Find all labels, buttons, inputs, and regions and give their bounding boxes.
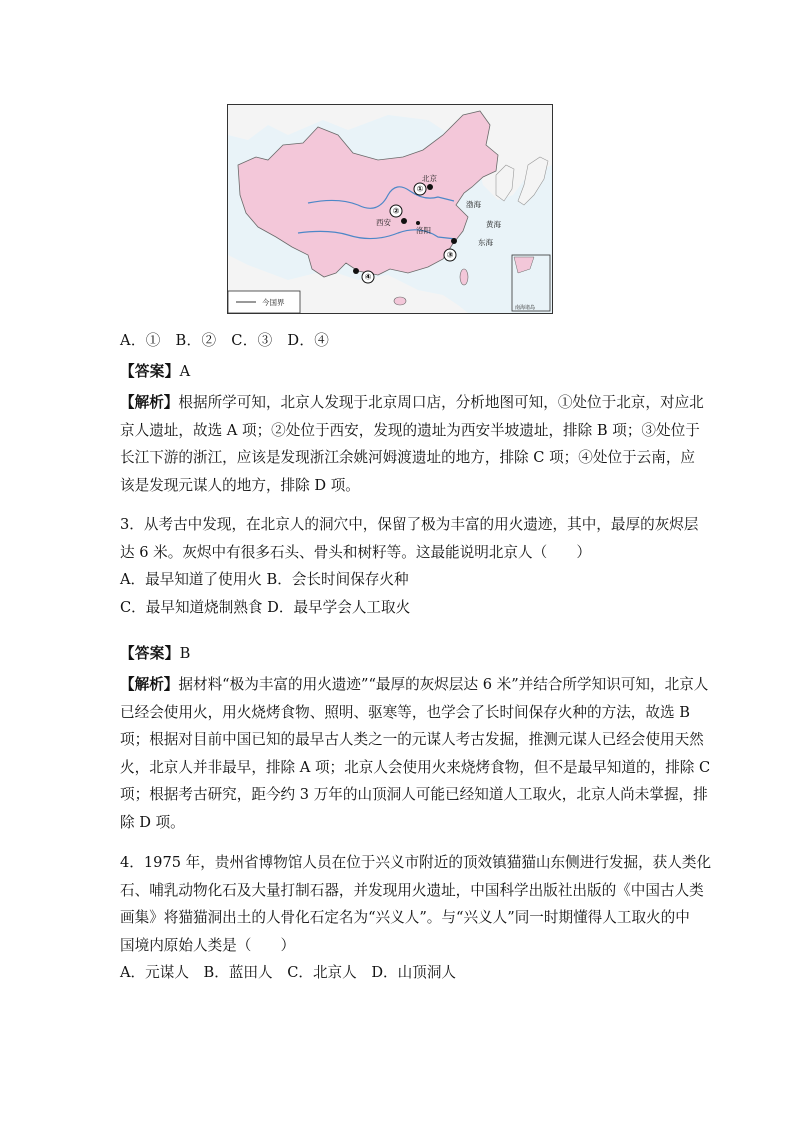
site4-dot <box>353 268 359 274</box>
q3-answer <box>120 644 191 664</box>
inset-label: 南海诸岛 <box>515 305 536 311</box>
explanation-line: 京人遗址，故选 A 项；②处位于西安，发现的遗址为西安半坡遗址，排除 B 项；③处位于 <box>120 421 700 439</box>
question-line: 4．1975 年，贵州省博物馆人员在位于兴义市附近的顶效镇猫猫山东侧进行发掘，获人类化 <box>120 854 712 871</box>
luoyang-dot <box>416 221 420 225</box>
question-line: 石、哺乳动物化石及大量打制石器，并发现用火遗址，中国科学出版社出版的《中国古人类 <box>120 881 704 899</box>
answer-value: A <box>179 363 191 380</box>
sea-label-bohai: 渤海 <box>466 200 481 209</box>
explanation-line: 项；根据考古研究，距今约 3 万年的山顶洞人可能已经知道人工取火，北京人尚未掌握，排 <box>120 786 708 804</box>
explanation-line: 已经会使用火，用火烧烤食物、照明、驱寒等，也学会了长时间保存火种的方法，故选 B <box>120 703 690 721</box>
answer-value: B <box>179 645 191 662</box>
explanation-tag: 【解析】 <box>120 394 179 411</box>
explanation-line: 据材料“极为丰富的用火遗迹”“最厚的灰烬层达 6 米”并结合所学知识可知，北京人 <box>178 676 709 693</box>
beijing-dot <box>427 184 433 190</box>
marker-2: ② <box>392 206 400 216</box>
q2-options: A．① B．② C．③ D．④ <box>120 332 330 349</box>
question-line: 达 6 米。灰烬中有很多石头、骨头和树籽等。这最能说明北京人（ ） <box>120 543 591 561</box>
marker-3: ③ <box>446 250 454 260</box>
q4-stem <box>120 849 712 987</box>
explanation-line: 项；根据对目前中国已知的最早古人类之一的元谋人考古发掘，推测元谋人已经会使用天然 <box>120 731 704 749</box>
china-map-svg <box>228 105 552 313</box>
question-line: 国境内原始人类是（ ） <box>120 936 296 954</box>
question-line: 画集》将猫猫洞出土的人骨化石定名为“兴义人”。与“兴义人”同一时期懂得人工取火的中 <box>120 909 690 927</box>
sea-label-huanghai: 黄海 <box>486 220 501 229</box>
q2-explanation <box>120 389 704 499</box>
hainan-island <box>394 297 406 305</box>
legend-label: 今国界 <box>262 298 285 307</box>
explanation-line: 该是发现元谋人的地方，排除 D 项。 <box>120 476 360 494</box>
marker-1: ① <box>416 184 424 194</box>
question-line: 3．从考古中发现，在北京人的洞穴中，保留了极为丰富的用火遗迹，其中，最厚的灰烬层 <box>120 516 699 533</box>
xian-label: 西安 <box>376 218 391 227</box>
china-map-figure <box>227 104 553 314</box>
xian-dot <box>401 218 407 224</box>
question-options-line: A．元谋人 B．蓝田人 C．北京人 D．山顶洞人 <box>120 964 457 982</box>
question-options-line: C．最早知道烧制熟食 D．最早学会人工取火 <box>120 598 411 616</box>
question-options-line: A．最早知道了使用火 B．会长时间保存火种 <box>120 571 409 589</box>
site3-dot <box>451 238 457 244</box>
luoyang-label: 洛阳 <box>416 226 431 235</box>
explanation-line: 长江下游的浙江，应该是发现浙江余姚河姆渡遗址的地方，排除 C 项；④处位于云南，应 <box>120 449 696 467</box>
answer-tag: 【答案】 <box>120 645 180 662</box>
answer-tag: 【答案】 <box>120 363 180 380</box>
beijing-label: 北京 <box>422 174 437 183</box>
q2-answer <box>120 362 190 382</box>
q3-explanation <box>120 671 711 837</box>
explanation-tag: 【解析】 <box>120 676 179 693</box>
explanation-line: 除 D 项。 <box>120 813 185 831</box>
sea-label-donghai: 东海 <box>478 238 493 247</box>
q3-stem <box>120 511 699 621</box>
explanation-line: 火，北京人并非最早，排除 A 项；北京人会使用火来烧烤食物，但不是最早知道的，排除 C <box>120 758 711 776</box>
explanation-line: 根据所学可知，北京人发现于北京周口店，分析地图可知，①处位于北京，对应北 <box>178 394 704 411</box>
china-land <box>238 111 498 277</box>
taiwan-island <box>460 269 468 285</box>
marker-4: ④ <box>364 272 372 282</box>
